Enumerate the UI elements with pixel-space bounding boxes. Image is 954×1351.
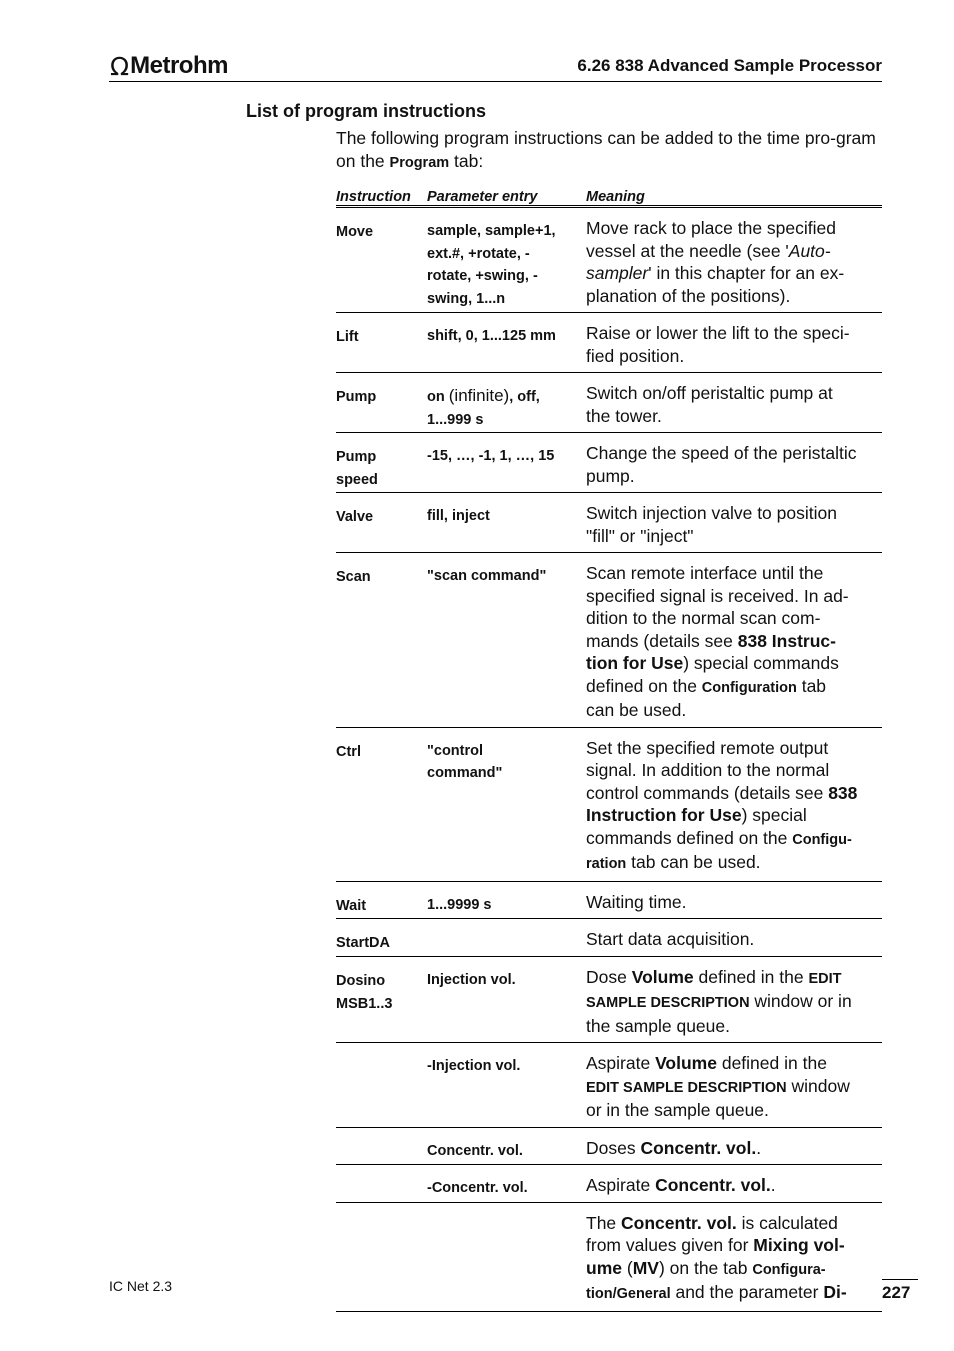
- parameter-cell: shift, 0, 1...125 mm: [427, 313, 586, 373]
- page-number: 227: [882, 1279, 918, 1303]
- table-row: [336, 1165, 882, 1203]
- meaning-cell: Scan remote interface until the specified signal is received. In ad- dition to the normal scan com- mands (details see 838 Instruc- tion for Use) special commands defined on the Configuration tab can be used.: [586, 553, 882, 728]
- table-row: [336, 919, 882, 957]
- section-title: List of program instructions: [246, 101, 487, 121]
- intro-tab-name: Program: [389, 155, 450, 171]
- parameter-cell: 1...9999 s: [427, 881, 586, 919]
- meaning-cell: The Concentr. vol. is calculated from values given for Mixing vol- ume (MV) on the tab Configura- tion/General and the parameter Di-: [586, 1202, 882, 1311]
- instruction-cell: Ctrl: [336, 727, 427, 881]
- table-row: [336, 727, 882, 881]
- instruction-cell: Scan: [336, 553, 427, 728]
- parameter-cell: Injection vol.: [427, 956, 586, 1043]
- meaning-cell: Raise or lower the lift to the speci- fied position.: [586, 313, 882, 373]
- parameter-cell: -Concentr. vol.: [427, 1165, 586, 1203]
- table-row: [336, 373, 882, 433]
- parameter-cell: sample, sample+1, ext.#, +rotate, - rotate, +swing, - swing, 1...n: [427, 207, 586, 313]
- instruction-cell: StartDA: [336, 919, 427, 957]
- header-rule: [109, 81, 882, 82]
- intro-text: The following program instructions can be added to the time pro-gram on the: [336, 128, 876, 171]
- meaning-cell: Waiting time.: [586, 881, 882, 919]
- table-row: [336, 1127, 882, 1165]
- intro-paragraph: [336, 127, 884, 175]
- table-row: [336, 207, 882, 313]
- instruction-cell: Valve: [336, 493, 427, 553]
- parameter-cell: on (infinite), off, 1...999 s: [427, 373, 586, 433]
- meaning-cell: Dose Volume defined in the EDIT SAMPLE DESCRIPTION window or in the sample queue.: [586, 956, 882, 1043]
- meaning-cell: Set the specified remote output signal. In addition to the normal control commands (details see 838 Instruction for Use) special commands defined on the Configu- ration tab can be used.: [586, 727, 882, 881]
- table-row: [336, 493, 882, 553]
- instruction-cell: Pump speed: [336, 433, 427, 493]
- parameter-cell: [427, 919, 586, 957]
- meaning-cell: Move rack to place the specified vessel at the needle (see 'Auto- sampler' in this chapter for an ex- planation of the positions).: [586, 207, 882, 313]
- parameter-cell: "scan command": [427, 553, 586, 728]
- instruction-cell: Pump: [336, 373, 427, 433]
- instruction-cell: [336, 1165, 427, 1203]
- column-header: Meaning: [586, 189, 882, 207]
- table-header-row: [336, 189, 882, 207]
- intro-text-end: tab:: [449, 151, 484, 171]
- meaning-cell: Doses Concentr. vol..: [586, 1127, 882, 1165]
- logo-text: Metrohm: [130, 52, 228, 79]
- parameter-cell: Concentr. vol.: [427, 1127, 586, 1165]
- table-row: [336, 433, 882, 493]
- table-row: [336, 1043, 882, 1128]
- instruction-cell: Dosino MSB1..3: [336, 956, 427, 1043]
- omega-icon: Ω: [110, 51, 130, 81]
- running-header-title: 6.26 838 Advanced Sample Processor: [577, 56, 882, 75]
- column-header: Parameter entry: [427, 189, 586, 207]
- column-header: Instruction: [336, 189, 427, 207]
- instruction-cell: [336, 1127, 427, 1165]
- instruction-cell: Lift: [336, 313, 427, 373]
- instruction-cell: Wait: [336, 881, 427, 919]
- meaning-cell: Start data acquisition.: [586, 919, 882, 957]
- parameter-cell: -15, …, -1, 1, …, 15: [427, 433, 586, 493]
- parameter-cell: -Injection vol.: [427, 1043, 586, 1128]
- footer-document-name: IC Net 2.3: [109, 1278, 173, 1294]
- instruction-cell: Move: [336, 207, 427, 313]
- parameter-cell: [427, 1202, 586, 1311]
- instructions-table: [336, 189, 882, 1312]
- instruction-cell: [336, 1043, 427, 1128]
- meaning-cell: Aspirate Concentr. vol..: [586, 1165, 882, 1203]
- meaning-cell: Change the speed of the peristaltic pump.: [586, 433, 882, 493]
- table-row: [336, 956, 882, 1043]
- table-row: [336, 1202, 882, 1311]
- parameter-cell: "control command": [427, 727, 586, 881]
- metrohm-logo: [110, 52, 228, 80]
- table-row: [336, 881, 882, 919]
- meaning-cell: Switch injection valve to position "fill" or "inject": [586, 493, 882, 553]
- table-row: [336, 553, 882, 728]
- table-row: [336, 313, 882, 373]
- meaning-cell: Aspirate Volume defined in the EDIT SAMPLE DESCRIPTION window or in the sample queue.: [586, 1043, 882, 1128]
- meaning-cell: Switch on/off peristaltic pump at the tower.: [586, 373, 882, 433]
- instruction-cell: [336, 1202, 427, 1311]
- parameter-cell: fill, inject: [427, 493, 586, 553]
